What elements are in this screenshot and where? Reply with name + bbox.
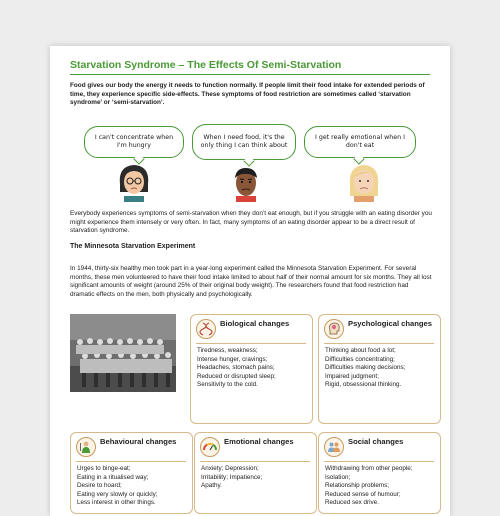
people-icon	[324, 437, 344, 457]
woman-glasses-face-icon	[116, 162, 152, 202]
speech-bubble-3	[304, 126, 416, 158]
experiment-group-photo	[70, 314, 176, 392]
behavioural-divider	[76, 461, 186, 462]
biological-changes-list: Tiredness, weakness; Intense hunger, cravings; Headaches, stomach pains; Reduced or disrupted sleep; Sensitivity to the cold.	[197, 347, 276, 389]
behavioural-changes-list: Urges to binge-eat; Eating in a ritualised way; Desire to hoard; Eating very slowly or quickly; Less interest in other things.	[77, 465, 158, 507]
biological-divider	[196, 343, 306, 344]
psychological-changes-title: Psychological changes	[348, 319, 432, 328]
intro-text: Food gives our body the energy it needs to function normally. If people limit their food intake for extended periods of time, they experience specific side-effects. These symptoms of food restriction are sometimes called ‘starvation syndrome’ or ‘semi-starvation’.	[70, 82, 425, 107]
mood-gauge-icon	[200, 437, 220, 457]
psychological-changes-card	[318, 314, 441, 424]
speech-bubble-2	[192, 124, 296, 160]
head-brain-icon	[324, 319, 344, 339]
page-title: Starvation Syndrome – The Effects Of Semi-Starvation	[70, 59, 342, 71]
emotional-changes-list: Anxiety; Depression; Irritability; Impatience; Apathy.	[201, 465, 263, 490]
social-changes-list: Withdrawing from other people; Isolation; Relationship problems; Reduced sense of humour; Reduced sex drive.	[325, 465, 413, 507]
social-changes-card	[318, 432, 441, 514]
emotional-changes-title: Emotional changes	[224, 437, 294, 446]
emotional-divider	[200, 461, 310, 462]
speech-bubble-1	[84, 126, 184, 158]
worksheet-page	[50, 46, 450, 516]
minnesota-paragraph: In 1944, thirty-six healthy men took part in a year-long experiment called the Minnesota Starvation Experiment. For several months, these men volunteered to have their food intake limited to about half of their normal amount for six months. They all lost significant amounts of weight (around 25% of their original body weight). The researchers found that food restriction had dramatic effects on the men, both physically and psychologically.	[70, 265, 432, 298]
person-with-cutlery-icon	[76, 437, 96, 457]
minnesota-subheading: The Minnesota Starvation Experiment	[70, 243, 196, 250]
psychological-changes-list: Thinking about food a lot; Difficulties concentrating; Difficulties making decisions; Impaired judgment; Rigid, obsessional thinking.	[325, 347, 406, 389]
social-changes-title: Social changes	[348, 437, 404, 446]
semi-starvation-paragraph: Everybody experiences symptoms of semi-starvation when they don’t eat enough, but if you struggle with an eating disorder you might experience them intensely or very often. In fact, many symptoms of an eating disorder appear to be a direct result of starvation syndrome.	[70, 210, 432, 235]
man-face-icon	[228, 164, 264, 202]
behavioural-changes-title: Behavioural changes	[100, 437, 177, 446]
speech-bubble-3-text: I get really emotional when I don't eat	[314, 134, 405, 149]
blonde-woman-face-icon	[346, 162, 382, 202]
title-divider	[70, 74, 430, 75]
biological-changes-card	[190, 314, 313, 424]
emotional-changes-card	[194, 432, 317, 514]
social-divider	[324, 461, 434, 462]
biological-changes-title: Biological changes	[220, 319, 290, 328]
speech-bubble-1-text: I can't concentrate when I'm hungry	[94, 134, 174, 149]
psychological-divider	[324, 343, 434, 344]
behavioural-changes-card	[70, 432, 193, 514]
speech-bubble-2-text: When I need food, it's the only thing I can think about	[200, 134, 288, 149]
dna-body-icon	[196, 319, 216, 339]
